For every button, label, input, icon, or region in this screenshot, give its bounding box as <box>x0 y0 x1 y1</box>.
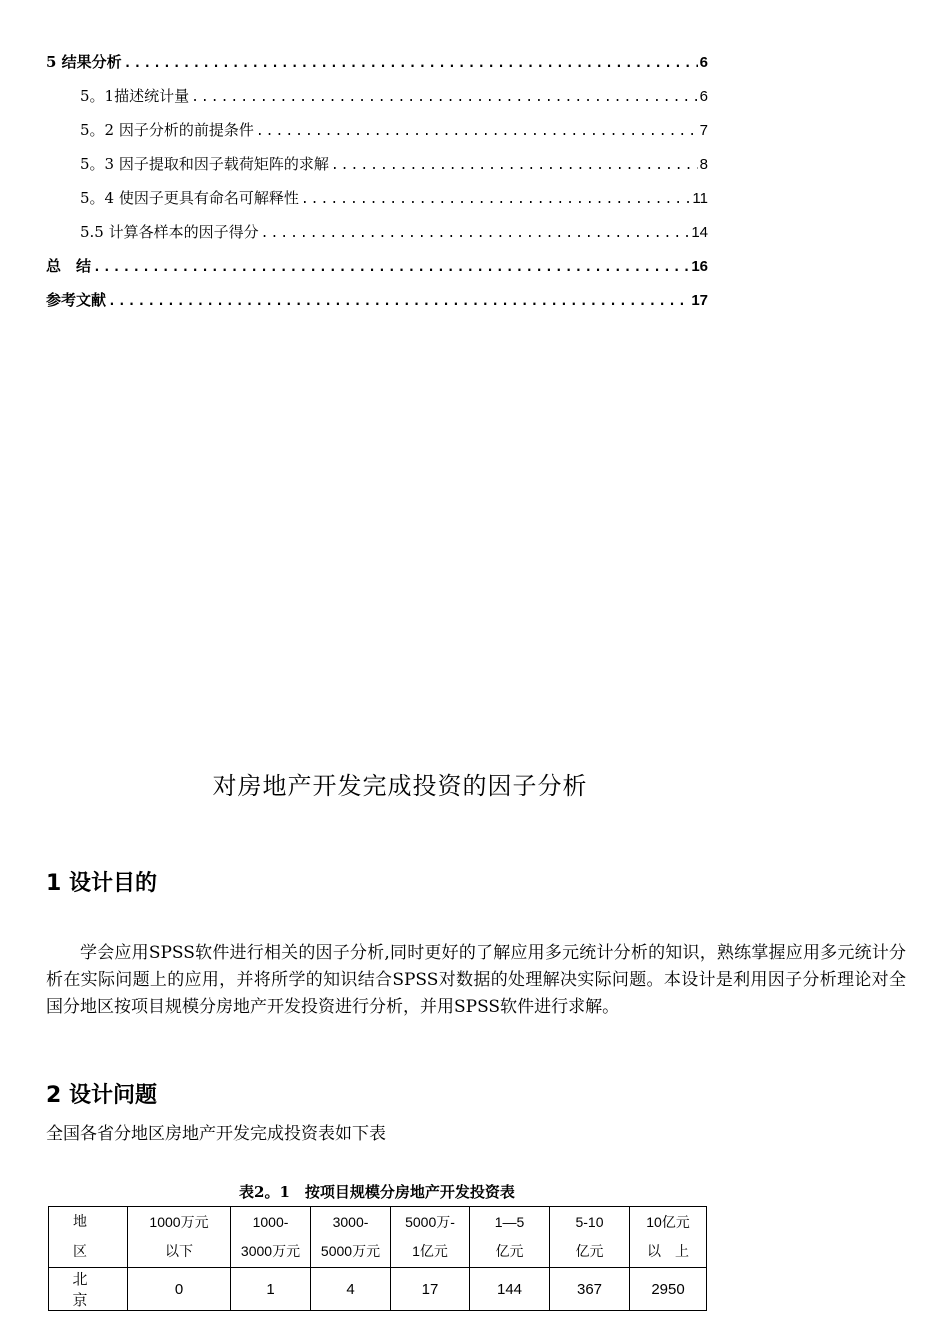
toc-dot-leader <box>93 258 689 278</box>
toc-entry-title: 5。2 因子分析的前提条件 <box>80 121 254 139</box>
toc-dot-leader <box>301 190 691 210</box>
toc-entry-title: 5。4 使因子更具有命名可解释性 <box>80 189 299 207</box>
toc-entry-page: 11 <box>692 190 708 207</box>
toc-dot-leader <box>191 88 698 108</box>
table-cell: 367 <box>550 1268 630 1311</box>
toc-entry[interactable] <box>46 290 708 312</box>
toc-entry-title: 参考文献 <box>46 291 107 309</box>
table-cell: 4 <box>311 1268 391 1311</box>
table-row <box>49 1268 707 1311</box>
toc-dot-leader <box>331 156 698 176</box>
table-cell: 北 京 <box>49 1268 128 1311</box>
toc-entry-title: 5。1描述统计量 <box>80 87 190 105</box>
table-cell: 2950 <box>630 1268 707 1311</box>
section-intro: 全国各省分地区房地产开发完成投资表如下表 <box>46 1124 386 1144</box>
toc-dot-leader <box>108 292 689 312</box>
toc-entry-page: 6 <box>699 88 708 105</box>
column-header: 3000- 5000万元 <box>311 1207 391 1268</box>
toc-entry[interactable] <box>80 154 708 176</box>
toc-entry[interactable] <box>46 256 708 278</box>
toc-entry-page: 8 <box>699 156 708 173</box>
document-title: 对房地产开发完成投资的因子分析 <box>212 772 588 800</box>
column-header: 10亿元 以 上 <box>630 1207 707 1268</box>
toc-entry[interactable] <box>80 86 708 108</box>
toc-entry[interactable] <box>46 52 708 74</box>
toc-entry-page: 17 <box>691 292 708 309</box>
table-cell: 0 <box>128 1268 231 1311</box>
toc-entry[interactable] <box>80 188 708 210</box>
table-header-row <box>49 1207 707 1268</box>
column-header: 1—5 亿元 <box>470 1207 550 1268</box>
column-header: 5-10 亿元 <box>550 1207 630 1268</box>
table-cell: 144 <box>470 1268 550 1311</box>
toc-entry-page: 7 <box>699 122 708 139</box>
table-cell: 1 <box>231 1268 311 1311</box>
toc-entry-title: 5.5 计算各样本的因子得分 <box>80 223 259 241</box>
column-header: 1000万元 以下 <box>128 1207 231 1268</box>
investment-table <box>48 1206 707 1311</box>
toc-dot-leader <box>124 54 698 74</box>
table-caption: 表2。1 按项目规模分房地产开发投资表 <box>239 1183 515 1201</box>
table-cell: 17 <box>391 1268 470 1311</box>
toc-entry-page: 14 <box>691 224 708 241</box>
column-header: 地 区 <box>49 1207 128 1268</box>
toc-entry-title: 总 结 <box>46 257 92 275</box>
toc-entry-title: 5 结果分析 <box>46 53 122 71</box>
column-header: 5000万- 1亿元 <box>391 1207 470 1268</box>
body-paragraph: 学会应用SPSS软件进行相关的因子分析,同时更好的了解应用多元统计分析的知识，熟练掌握应用多元统计分析在实际问题上的应用，并将所学的知识结合SPSS对数据的处理解决实际问题。本设计是利用因子分析理论对全国分地区按项目规模分房地产开发投资进行分析，并用SPSS软件进行求解。 <box>46 943 906 1017</box>
toc-entry-page: 16 <box>691 258 708 275</box>
toc-entry[interactable] <box>80 120 708 142</box>
toc-entry-title: 5。3 因子提取和因子载荷矩阵的求解 <box>80 155 329 173</box>
toc-dot-leader <box>261 224 690 244</box>
toc-dot-leader <box>256 122 698 142</box>
column-header: 1000- 3000万元 <box>231 1207 311 1268</box>
toc-entry-page: 6 <box>699 54 708 71</box>
toc-entry[interactable] <box>80 222 708 244</box>
section-heading: 1 设计目的 <box>46 871 157 896</box>
section-heading: 2 设计问题 <box>46 1083 157 1108</box>
